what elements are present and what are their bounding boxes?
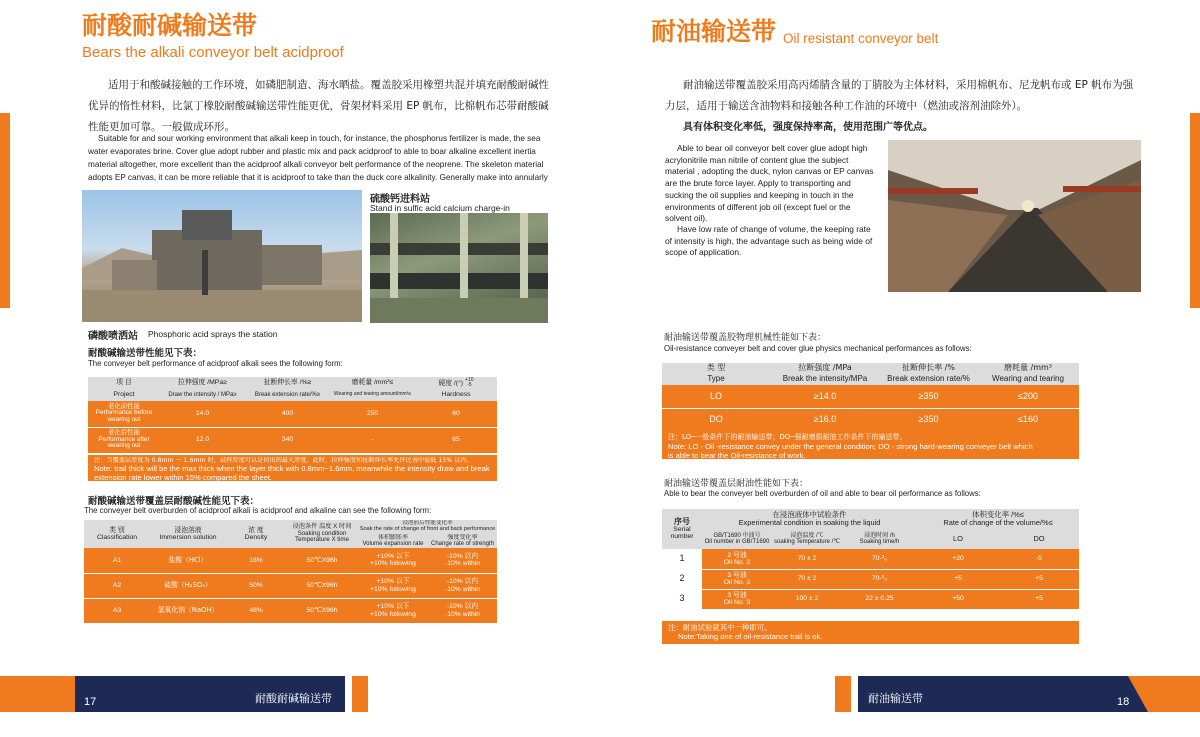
t1-row1-label (88, 401, 160, 427)
left-footer-title: 耐酸耐碱输送带 (255, 692, 332, 705)
t1-h-wear-en: Wearing and tearing amount/mm³≤ (330, 389, 415, 401)
table1-note (88, 455, 497, 481)
t3-h-extension: 扯断伸长率 /% (880, 363, 977, 374)
t1-row1-label-en: Performance before wearing out (95, 409, 153, 424)
table4-title-en: Able to bear the conveyer belt overburden of oil and able to bear oil performance as follows: (664, 489, 981, 498)
t2-r3-density: 48% (226, 598, 286, 623)
t2-h-change-cn: 浸泡前后性能变化率 (402, 520, 453, 527)
t2-r2-str-cn: -10% 以内 (446, 578, 479, 586)
t4-r2-temp: 70 ± 2 (772, 569, 842, 589)
t2-r2-vol-cn: +10% 以下 (376, 578, 410, 586)
t2-r2-class: A2 (84, 573, 150, 598)
t1-h-hardness (415, 377, 497, 389)
t1-row1-v2: 400 (245, 401, 330, 427)
right-page-number: 18 (1117, 696, 1130, 708)
t1-h-extension-en: Break extension rate/%≥ (245, 389, 330, 401)
t2-r2-str-en: -10% within (444, 585, 481, 593)
t2-h-vol-cn: 体积膨胀率 (377, 534, 408, 541)
t4-h-serial-en: Serial number (670, 526, 694, 541)
t1-h-hardness-cn: 硬度 /(°) (438, 379, 464, 387)
t4-r2-oil-en: Oil No. 3 (723, 579, 751, 586)
t2-r2-str (428, 573, 497, 598)
t3-h-wear: 磨耗量 /mm³ (977, 363, 1079, 374)
caption2-cn: 硫酸钙进料站 (370, 194, 430, 205)
t4-r1-time: 70-²₀ (842, 549, 917, 569)
table1-title-cn: 耐酸碱输送带性能见下表： (88, 348, 203, 359)
t2-r1-vol-en: +10% following (370, 560, 416, 568)
t2-h-class-cn: 类 别 (109, 526, 125, 534)
table3 (662, 363, 1079, 432)
t4-h-temp (772, 529, 842, 549)
t4-h-serial (662, 509, 702, 549)
t2-r3-vol (358, 598, 428, 623)
t2-h-solution-en: Immersion solution (159, 534, 217, 541)
t3-h-strength-en: Break the intensity/MPa (770, 374, 880, 385)
t4-h-oil-en: Oil number in GB/T1690 (704, 539, 770, 545)
t4-h-serial-cn: 序号 (674, 516, 690, 526)
table4-title-cn: 耐油输送带覆盖层耐油性能如下表： (664, 479, 809, 489)
t1-h-project-en: Project (88, 389, 160, 401)
t1-row1-v1: 14.0 (160, 401, 245, 427)
photo-phosphoric-art (82, 190, 362, 322)
t3-r1-v2: ≥350 (880, 385, 977, 408)
t2-h-class (84, 520, 150, 548)
t2-r1-class: A1 (84, 548, 150, 573)
t4-h-rate (917, 509, 1079, 529)
left-edge-bar (0, 113, 10, 308)
t1-h-hardness-tol-bottom: -5 (467, 382, 472, 388)
t4-r2-lo: +5 (917, 569, 999, 589)
t3-r2-v1: ≥16.0 (770, 408, 880, 431)
t2-h-density-cn: 浓 度 (248, 526, 264, 534)
t4-h-temp-cn: 浸泡温度 /℃ (790, 532, 824, 539)
t2-r1-str-cn: -10% 以内 (446, 553, 479, 561)
caption1-en: Phosphoric acid sprays the station (148, 329, 278, 339)
t4-r2-do: +5 (999, 569, 1079, 589)
t3-r2-v2: ≥350 (880, 408, 977, 431)
t4-r3-lo: +50 (917, 589, 999, 609)
right-intro-cn2: 具有体积变化率低，强度保持率高，使用范围广等优点。 (683, 122, 933, 133)
t2-r1-vol-cn: +10% 以下 (376, 553, 410, 561)
t2-h-vol (358, 534, 428, 548)
t3-r1-v3: ≤200 (977, 385, 1079, 408)
t2-r3-str-en: -10% within (444, 610, 481, 618)
t2-r3-str-cn: -10% 以内 (446, 603, 479, 611)
t2-h-class-en: Classification (96, 534, 138, 541)
t2-r3-solution: 氢氧化钠（NaOH） (150, 598, 226, 623)
t1-row2-v3: - (330, 427, 415, 453)
left-title-cn: 耐酸耐碱输送带 (82, 11, 258, 40)
table2-title-en: The conveyer belt overburden of acidproof alkali is acidproof and alkaline can see the following form: (84, 506, 432, 515)
photo-sulfic-station (370, 213, 548, 323)
t4-r3-oil-cn: 3 号油 (727, 591, 747, 599)
t1-h-wear: 磨耗量 /mm³≤ (330, 377, 415, 389)
t4-r3-time: 22 ± 0.25 (842, 589, 917, 609)
caption1-cn: 磷酸喷洒站 (88, 331, 138, 342)
right-title-en: Oil resistant conveyor belt (783, 31, 939, 46)
photo-sulfic-art (370, 213, 548, 323)
left-footer-orange (0, 676, 75, 712)
t1-h-extension: 扯断伸长率 /%≥ (245, 377, 330, 389)
t4-r1-oil-en: Oil No. 2 (723, 558, 751, 566)
t4-r1-temp: 70 ± 2 (772, 549, 842, 569)
table2 (84, 520, 497, 624)
t3-h-type-en: Type (662, 374, 770, 385)
caption2-en: Stand in sulfic acid calcium charge-in (370, 203, 510, 213)
t1-row2-v1: 12.0 (160, 427, 245, 453)
t3-r1-v1: ≥14.0 (770, 385, 880, 408)
t2-r2-condition: 50℃X96h (286, 573, 358, 598)
table4-note (662, 621, 1079, 644)
t4-h-cond-en: Experimental condition in soaking the liquid (738, 518, 881, 527)
t2-h-str-cn: 强度变化率 (447, 534, 478, 541)
t1-row1-v4: 60 (415, 401, 497, 427)
t2-r3-vol-en: +10% following (370, 610, 416, 618)
t3-h-wear-en: Wearing and tearing (977, 374, 1079, 385)
right-intro-cn: 耐油输送带覆盖胶采用高丙烯腈含量的丁腈胶为主体材料，采用棉帆布、尼龙帆布或 EP 帆布为强力层，适用于输送含油物料和接触各种工作油的环境中（燃油或溶剂油除外）。 (665, 79, 1134, 112)
table1 (88, 377, 497, 454)
t3-r2-v3: ≤160 (977, 408, 1079, 431)
left-intro-cn: 适用于和酸碱接触的工作环境，如磷肥制造、海水晒盐。覆盖胶采用橡塑共混并填充耐酸耐碱性优异的惰性材料，比氯丁橡胶耐酸碱输送带性能更优，骨架材料采用 EP 帆布，比棉帆布芯带耐酸碱性能更加可靠。一般做成环形。 (88, 79, 549, 133)
t4-r2-oil (702, 569, 772, 589)
t4-h-do: DO (999, 529, 1079, 549)
t1-h-strength-en: Draw the intensity / MPa≥ (160, 389, 245, 401)
t4-r1-oil (702, 549, 772, 569)
t2-r1-solution: 盐酸（HCl） (150, 548, 226, 573)
t2-r1-condition: 50℃X96h (286, 548, 358, 573)
t2-r1-str (428, 548, 497, 573)
right-edge-bar (1190, 113, 1200, 308)
t4-h-time-cn: 浸泡时间 /h (864, 532, 895, 539)
t4-r3-do: +5 (999, 589, 1079, 609)
t2-r1-vol (358, 548, 428, 573)
table1-note-en: Note: trail thick will be the max thick when the layer thick with 0.8mm~1.6mm, meanwhile the intensity draw and break extension rate lower within 15% compared the sheet. (94, 464, 490, 482)
table2-title-cn: 耐酸碱输送带覆盖层耐酸碱性能见下表： (88, 496, 260, 507)
t4-h-oil-cn: GB/T1690 中油号 (713, 532, 761, 539)
right-footer-tab (835, 676, 851, 712)
t4-r2-no: 2 (662, 569, 702, 589)
t2-h-condition (286, 520, 358, 548)
photo-oil-tunnel (888, 140, 1141, 292)
table3-title-cn: 耐油输送带覆盖胶物理机械性能如下表： (664, 333, 827, 343)
t2-r1-density: 18% (226, 548, 286, 573)
photo-phosphoric-station (82, 190, 362, 322)
t2-r3-condition: 50℃X96h (286, 598, 358, 623)
table3-note-cn: 注：LO─一般条件下的耐油输送带；DO─强耐磨损耐油工作条件下的输送带。 (668, 433, 907, 441)
table3-title-en: Oil-resistance conveyer belt and cover glue physics mechanical performances as follows: (664, 344, 972, 353)
table3-note (662, 431, 1079, 459)
t1-h-project: 项 目 (88, 377, 160, 389)
t2-h-vol-en: Volume expansion rate (362, 541, 424, 547)
t1-row1-v3: 250 (330, 401, 415, 427)
t2-r2-density: 50% (226, 573, 286, 598)
t1-row2-label-en: Performance after wearing out (98, 435, 150, 450)
t1-row2-label-cn: 老化后性能 (108, 428, 140, 436)
t1-h-hardness-en: Hardness (415, 389, 497, 401)
left-page-number: 17 (84, 696, 97, 708)
t4-h-time (842, 529, 917, 549)
t4-r3-oil (702, 589, 772, 609)
t1-row2-v2: 340 (245, 427, 330, 453)
t2-r3-str (428, 598, 497, 623)
t4-r2-time: 70-²₀ (842, 569, 917, 589)
left-footer-tab (352, 676, 368, 712)
right-intro-en2: Have low rate of change of volume, the keeping rate of intensity is high, the advantage such as being wide of scope of application. (665, 224, 873, 258)
right-title-cn: 耐油输送带 (651, 17, 777, 46)
left-title-en: Bears the alkali conveyor belt acidproof (82, 44, 344, 61)
t3-h-strength: 拉断强度 /MPa (770, 363, 880, 374)
t2-r2-vol-en: +10% following (370, 585, 416, 593)
t4-h-rate-en: Rate of change of the volume/%≤ (943, 518, 1053, 527)
t4-r1-lo: +20 (917, 549, 999, 569)
t2-r3-class: A3 (84, 598, 150, 623)
t4-r1-do: -5 (999, 549, 1079, 569)
t2-h-change-en: Soak the rate of change of front and back performance (359, 526, 496, 532)
t4-r1-no: 1 (662, 549, 702, 569)
table1-note-cn: 注：当覆盖层厚度为 0.8mm ～ 1.6mm 时，试样厚度可以是切出的最大厚度，此时，拉伸强度和扯断伸长率允许比表中值低 15% 以内。 (94, 457, 473, 464)
t3-r2-type: DO (662, 408, 770, 431)
t2-h-change (358, 520, 497, 534)
table3-note-en: Note: LO - Oil -resistance convey under the general condition; DO - strong hard-wearing conveyer belt which is able to bear the Oil-resistance of work. (668, 442, 1033, 460)
t2-r2-vol (358, 573, 428, 598)
t2-h-condition-en: Soaking condition Temperature X time (295, 529, 349, 544)
t4-r2-oil-cn: 3 号油 (727, 571, 747, 579)
t4-r1-oil-cn: 2 号油 (727, 551, 747, 559)
t2-h-str (428, 534, 497, 548)
t2-h-str-en: Change rate of strength (430, 541, 495, 547)
table4-note-cn: 注：耐油试验就其中一种即可。 (668, 623, 772, 632)
t3-h-type: 类 型 (662, 363, 770, 374)
t4-h-oil (702, 529, 772, 549)
t3-h-extension-en: Break extension rate/% (880, 374, 977, 385)
t4-r3-oil-en: Oil No. 3 (723, 599, 751, 606)
t2-r2-solution: 硫酸（H₂SO₄） (150, 573, 226, 598)
right-footer-title: 耐油输送带 (868, 692, 923, 705)
t4-r3-temp: 100 ± 2 (772, 589, 842, 609)
t1-h-strength: 拉伸强度 /MPa≥ (160, 377, 245, 389)
t4-h-cond-cn: 在浸泡液体中试验条件 (772, 510, 847, 520)
right-intro-en: Able to bear oil conveyor belt cover glue adopt high acrylonitrile man nitrile of content glue the subject material , adopting the duck, nylon canvas or EP canvas are the brute force layer. Apply to transporting and sucking the oil supplies and keeping in touch in the environments of different job oil (except fuel or the solvent oil). (665, 143, 874, 224)
t1-row2-v4: 65 (415, 427, 497, 453)
t3-r1-type: LO (662, 385, 770, 408)
t4-h-temp-en: soaking Temperature /℃ (774, 539, 840, 545)
left-intro-en: Suitable for and sour working environment that alkali keep in touch, for instance, the phosphorus fertilizer is made, the sea water evaporates brine. Cover glue adopt rubber and plastic mix and pack acidproof to able to boar alkaline excellent inertia material altogether, more excellent than the acidproof alkali conveyor belt performance of the neoprene. The skeleton material adopts EP canvas, it can be more reliable that it is acidproof to take than the duck core alkalinity. Generally make into annularly (88, 134, 548, 182)
t4-h-time-en: Soaking time/h (859, 539, 900, 545)
t4-h-lo: LO (917, 529, 999, 549)
t2-h-solution-cn: 浸泡溶液 (174, 526, 202, 534)
t4-r3-no: 3 (662, 589, 702, 609)
t2-h-condition-cn: 浸泡条件 温度 X 时间 (292, 523, 352, 531)
t2-h-density-en: Density (244, 534, 268, 541)
t4-h-rate-cn: 体积变化率 /%≤ (972, 510, 1024, 520)
table4 (662, 509, 1079, 610)
t1-row1-label-cn: 老化前性能 (108, 402, 140, 410)
t2-h-solution (150, 520, 226, 548)
t4-h-cond (702, 509, 917, 529)
t1-row2-label (88, 427, 160, 453)
t2-h-density (226, 520, 286, 548)
table1-title-en: The conveyer belt performance of acidproof alkali sees the following form: (88, 359, 343, 368)
table4-note-en: Note:Taking one of oil-resistance trail is ok. (678, 632, 823, 641)
t1-h-hardness-tol-top: +10 (465, 377, 474, 383)
photo-oil-tunnel-art (888, 140, 1141, 292)
t2-r1-str-en: -10% within (444, 560, 481, 568)
t2-r3-vol-cn: +10% 以下 (376, 603, 410, 611)
